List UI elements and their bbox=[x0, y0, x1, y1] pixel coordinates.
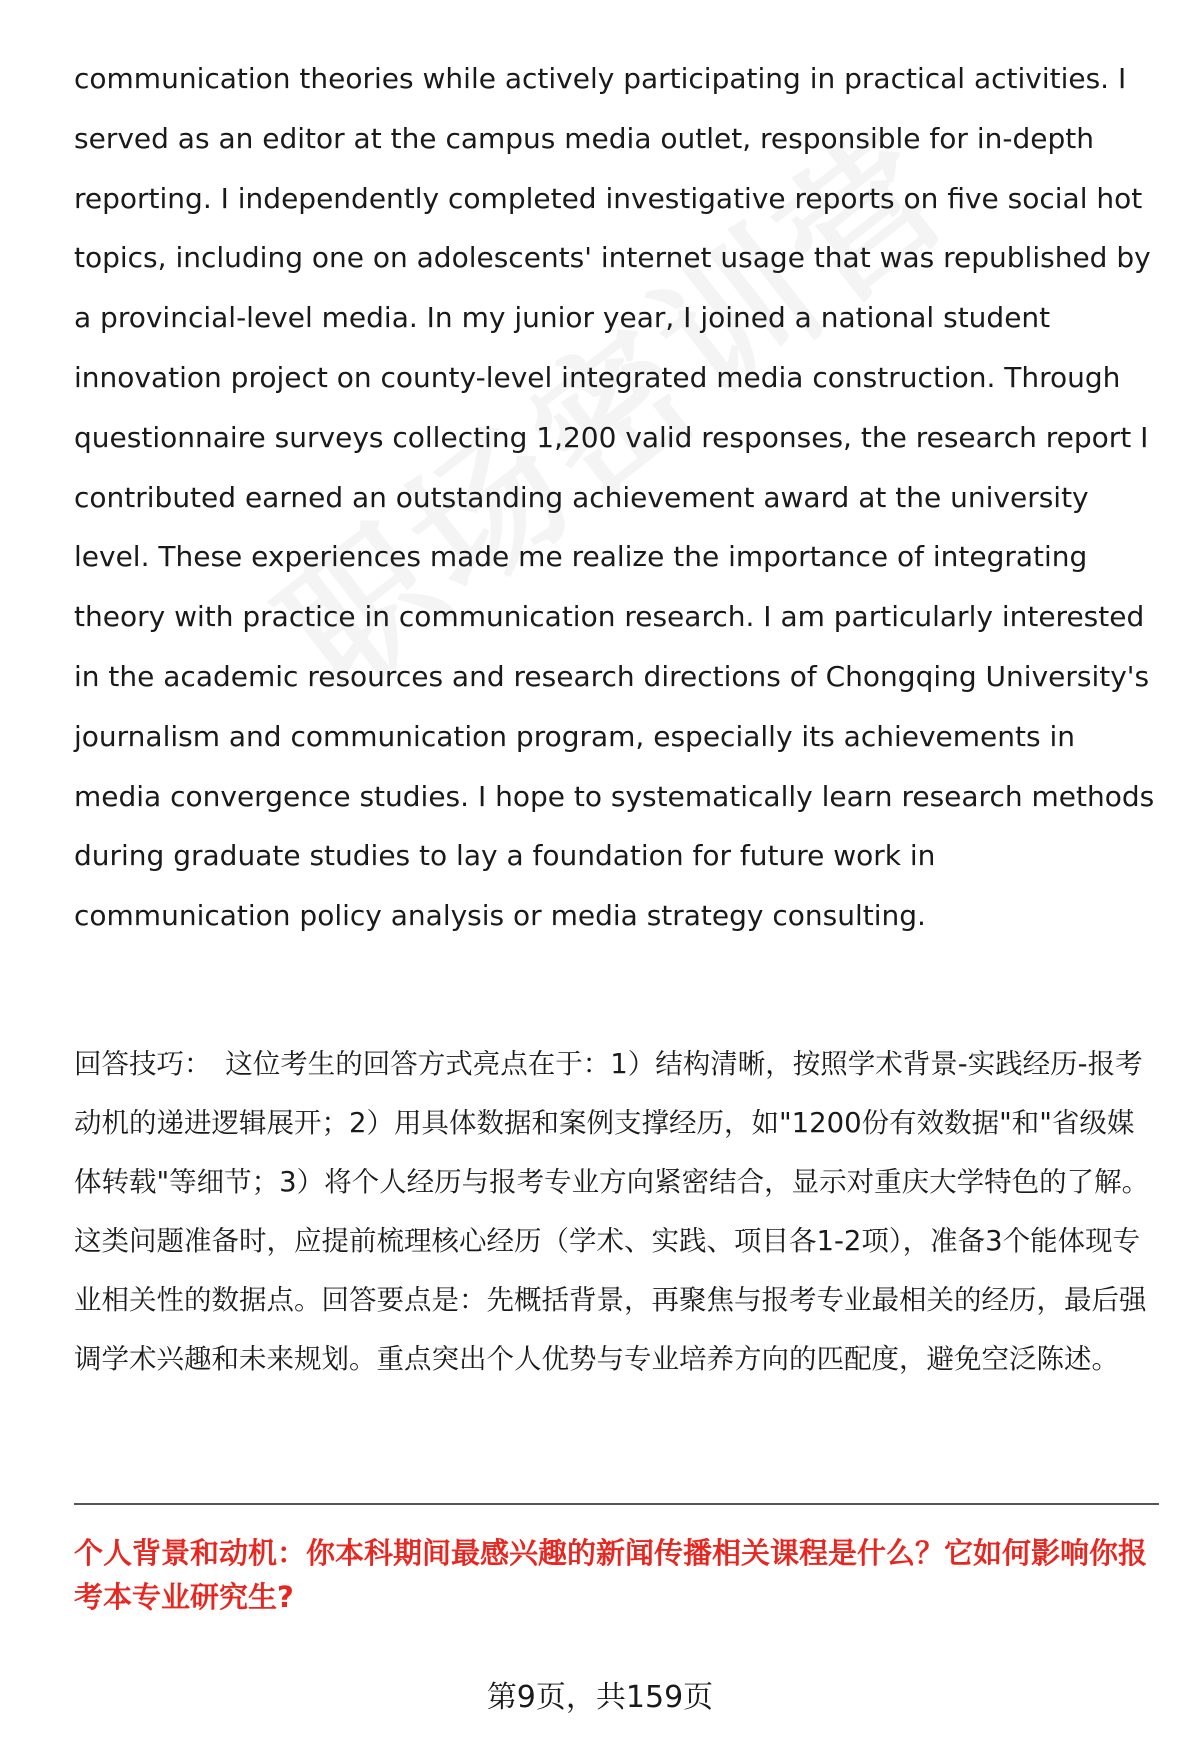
tips-label: 回答技巧： bbox=[74, 1048, 198, 1080]
answer-body-text: communication theories while actively participating in practical activities. I served as an editor at the campus media outlet, responsible for in-depth reporting. I independently completed investigative reports on five social hot topics, including one on adolescents' internet usage that was republished by a provincial-level media. In my junior year, I joined a national student innovation project on county-level integrated media construction. Through questionnaire surveys collecting 1,200 valid responses, the research report I contributed earned an outstanding achievement award at the university level. These experiences made me realize the importance of integrating theory with practice in communication research. I am particularly interested in the academic resources and research directions of Chongqing University's journalism and communication program, especially its achievements in media convergence studies. I hope to systematically learn research methods during graduate studies to lay a foundation for future work in communication policy analysis or media strategy consulting. bbox=[74, 62, 1155, 933]
section-divider bbox=[74, 1503, 1159, 1505]
answer-tips-paragraph bbox=[74, 1035, 1159, 1389]
next-question-heading: 个人背景和动机：你本科期间最感兴趣的新闻传播相关课程是什么？它如何影响你报考本专业研究生? bbox=[74, 1536, 1148, 1614]
page-number: 第9页，共159页 bbox=[486, 1680, 714, 1715]
tips-text: 这位考生的回答方式亮点在于：1）结构清晰，按照学术背景-实践经历-报考动机的递进逻辑展开；2）用具体数据和案例支撑经历，如"1200份有效数据"和"省级媒体转载"等细节；3）将个人经历与报考专业方向紧密结合，显示对重庆大学特色的了解。这类问题准备时，应提前梳理核心经历（学术、实践、项目各1-2项），准备3个能体现专业相关性的数据点。回答要点是：先概括背景，再聚焦与报考专业最相关的经历，最后强调学术兴趣和未来规划。重点突出个人优势与专业培养方向的匹配度，避免空泛陈述。 bbox=[74, 1048, 1150, 1375]
tips-spacer bbox=[198, 1048, 226, 1080]
